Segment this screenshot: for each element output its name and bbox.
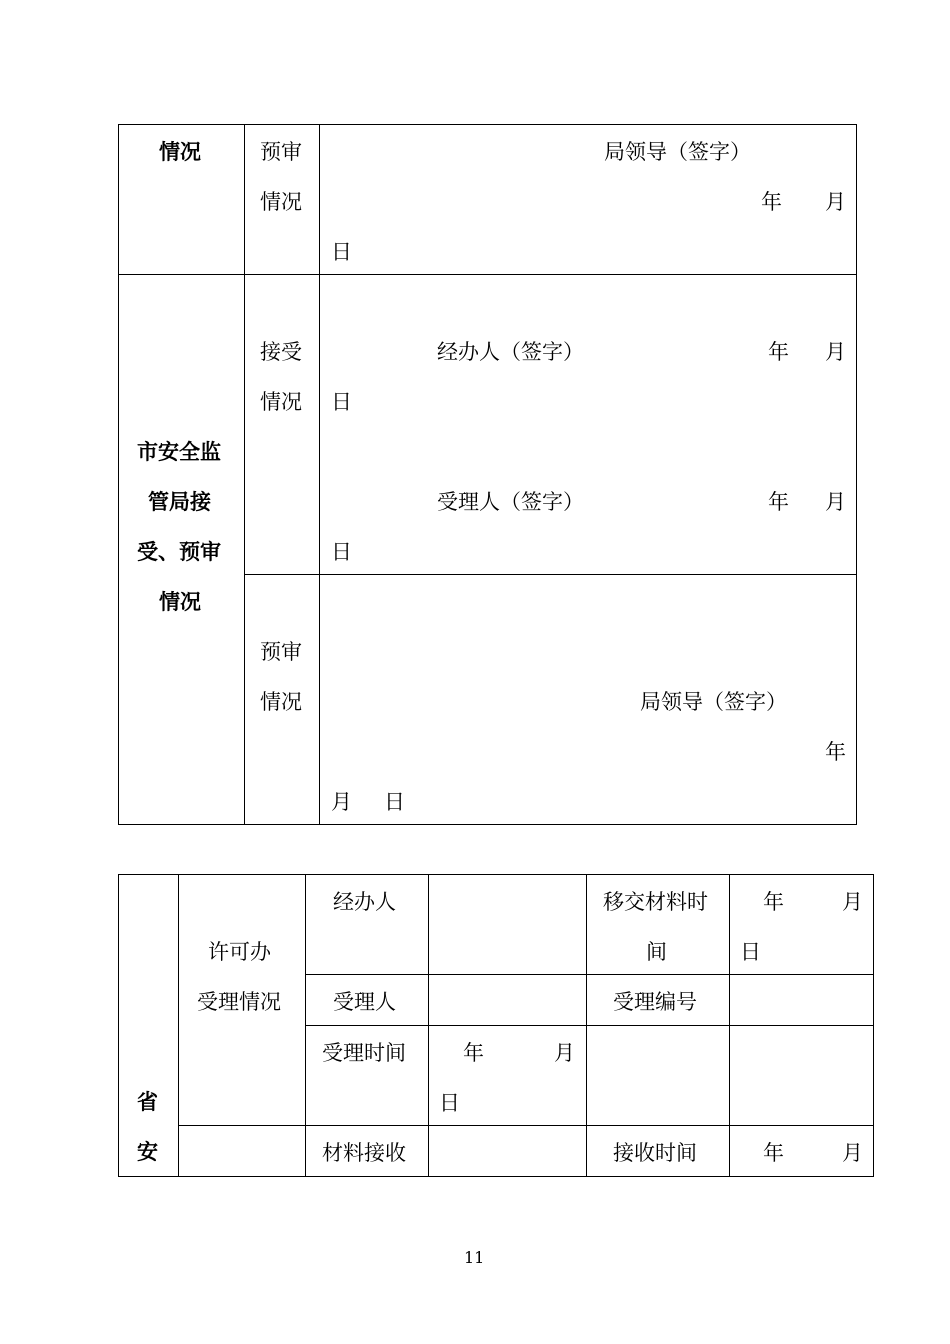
section-label-province-2: 安 [137, 1140, 158, 1164]
accept-time-label: 受理时间 [322, 1041, 406, 1065]
receiver-date-month: 月 [825, 490, 846, 514]
page-number: 11 [464, 1248, 485, 1267]
approval-table-1 [118, 124, 857, 825]
permit-office-label-line1: 许可办 [208, 940, 271, 964]
leader-signature-label: 局领导（签字） [604, 140, 751, 164]
accept-number-label: 受理编号 [613, 990, 697, 1014]
section-label-province-1: 省 [137, 1090, 158, 1114]
receive-time-label: 接收时间 [613, 1141, 697, 1165]
t1-row-divider-1 [118, 274, 857, 275]
prereview-date-year: 年 [825, 740, 846, 764]
accept-date-day: 日 [439, 1091, 460, 1115]
transfer-date-month: 月 [842, 890, 863, 914]
sub-label-review-line2: 情况 [260, 190, 302, 214]
t1-col-divider-1 [244, 124, 245, 825]
material-receipt-label: 材料接收 [322, 1141, 406, 1165]
section-label-status: 情况 [159, 140, 201, 164]
handler-date-month: 月 [825, 340, 846, 364]
section-label-city-bureau-line2: 管局接 [148, 490, 211, 514]
t2-row-divider-1 [305, 974, 874, 975]
receiver-signature-label: 受理人（签字） [437, 490, 584, 514]
handler-date-year: 年 [768, 340, 789, 364]
section-label-city-bureau-line1: 市安全监 [137, 440, 221, 464]
date-year: 年 [761, 190, 782, 214]
handler-date-day: 日 [331, 390, 352, 414]
prereview-date-day: 日 [384, 790, 405, 814]
section-label-city-bureau-line3: 受、预审 [137, 540, 221, 564]
sub-label-accept-line1: 接受 [260, 340, 302, 364]
t2-row-divider-2 [305, 1025, 874, 1026]
prereview-date-month: 月 [331, 790, 352, 814]
receive-date-year: 年 [763, 1141, 784, 1165]
date-day: 日 [331, 240, 352, 264]
date-month: 月 [825, 190, 846, 214]
transfer-time-label-line2: 间 [646, 940, 667, 964]
accept-date-month: 月 [554, 1041, 575, 1065]
permit-office-label-line2: 受理情况 [197, 990, 281, 1014]
receive-date-month: 月 [842, 1141, 863, 1165]
sub-label-accept-line2: 情况 [260, 390, 302, 414]
sub-label-prereview-line2: 情况 [260, 690, 302, 714]
sub-label-review-line1: 预审 [260, 140, 302, 164]
t2-row-divider-3 [178, 1125, 874, 1126]
t2-col-divider-1 [178, 874, 179, 1177]
receiver-date-year: 年 [768, 490, 789, 514]
transfer-date-year: 年 [763, 890, 784, 914]
handler-label: 经办人 [333, 890, 396, 914]
section-label-city-bureau-line4: 情况 [159, 590, 201, 614]
handler-signature-label: 经办人（签字） [437, 340, 584, 364]
transfer-date-day: 日 [740, 940, 761, 964]
receiver-date-day: 日 [331, 540, 352, 564]
prereview-leader-signature-label: 局领导（签字） [640, 690, 787, 714]
t1-col-divider-2 [319, 124, 320, 825]
accept-date-year: 年 [463, 1041, 484, 1065]
t1-row-divider-2 [244, 574, 857, 575]
sub-label-prereview-line1: 预审 [260, 640, 302, 664]
transfer-time-label-line1: 移交材料时 [603, 890, 708, 914]
receiver-label: 受理人 [333, 990, 396, 1014]
